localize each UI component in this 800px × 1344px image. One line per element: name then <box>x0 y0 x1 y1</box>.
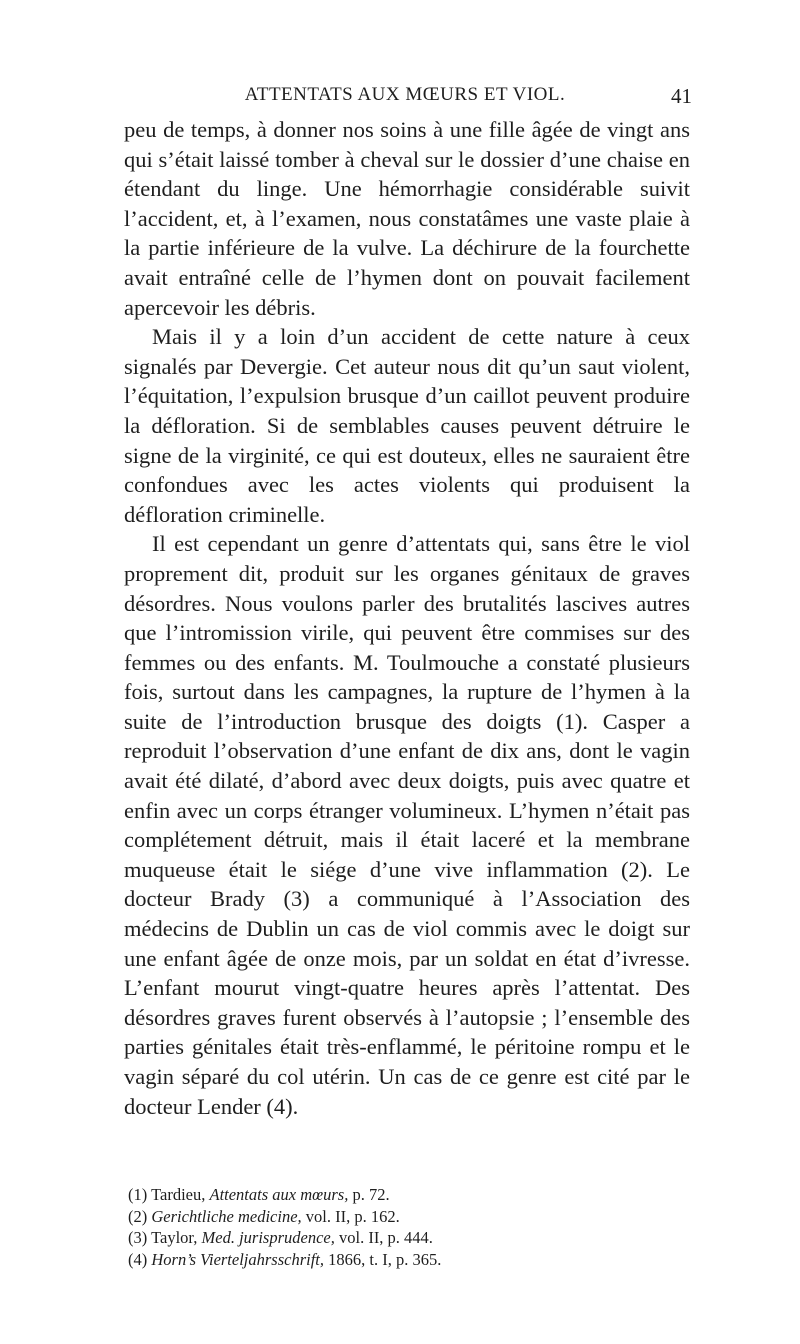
footnote-source: Attentats aux mœurs, <box>209 1185 349 1204</box>
footnotes <box>124 1184 690 1270</box>
footnote-number: (4) <box>128 1249 148 1269</box>
footnote-2 <box>124 1206 690 1228</box>
page-number: 41 <box>671 84 692 108</box>
footnote-author: Taylor, <box>151 1228 198 1247</box>
footnote-ref: 1866, t. I, p. 365. <box>328 1249 442 1269</box>
footnote-author: Tardieu, <box>151 1185 206 1204</box>
footnote-number: (1) <box>128 1185 148 1204</box>
footnote-number: (3) <box>128 1228 148 1247</box>
footnote-source: Gerichtliche medicine, <box>151 1206 302 1226</box>
page-header <box>116 84 694 114</box>
footnote-source: Horn’s Vierteljahrsschrift, <box>151 1249 325 1269</box>
footnote-4 <box>124 1249 690 1271</box>
footnote-3 <box>124 1227 690 1249</box>
paragraph-attentats: Il est cependant un genre d’attentats qui, sans être le viol proprement dit, produit sur les organes génitaux de graves désordres. Nous voulons parler des brutalités lascives autres que l’intromission virile, qui peuvent être commises sur des femmes ou des enfants. M. Toulmouche a constaté plusieurs fois, surtout dans les campagnes, la rupture de l’hymen à la suite de l’introduction brusque des doigts (1). Casper a reproduit l’observation d’une enfant de dix ans, dont le vagin avait été dilaté, d’abord avec deux doigts, puis avec quatre et enfin avec un corps étranger volumineux. L’hymen n’était pas complétement détruit, mais il était laceré et la membrane muqueuse était le siége d’une vive inflammation (2). Le docteur Brady (3) a communiqué à l’Association des médecins de Dublin un cas de viol commis avec le doigt sur une enfant âgée de onze mois, par un soldat en état d’ivresse. L’enfant mourut vingt-quatre heures après l’attentat. Des désordres graves furent observés à l’autopsie ; l’ensemble des parties génitales était très-enflammé, le péritoine rompu et le vagin séparé du col utérin. Un cas de ce genre est cité par le docteur Lender (4). <box>124 531 690 1119</box>
footnote-ref: vol. II, p. 444. <box>338 1228 433 1247</box>
footnote-ref: p. 72. <box>352 1185 390 1204</box>
footnote-ref: vol. II, p. 162. <box>305 1206 400 1226</box>
footnote-number: (2) <box>128 1206 148 1226</box>
footnote-source: Med. jurisprudence, <box>201 1228 335 1247</box>
paragraph-continuation: peu de temps, à donner nos soins à une fille âgée de vingt ans qui s’était laissé tomber à cheval sur le dossier d’une chaise en étendant du linge. Une hémorrhagie considérable suivit l’accident, et, à l’examen, nous constatâmes une vaste plaie à la partie inférieure de la vulve. La déchirure de la fourchette avait entraîné celle de l’hymen dont on pouvait facilement apercevoir les débris. <box>124 117 690 320</box>
footnote-1 <box>124 1184 690 1206</box>
body-text <box>124 115 690 1121</box>
paragraph-devergie: Mais il y a loin d’un accident de cette nature à ceux signalés par Devergie. Cet auteur nous dit qu’un saut violent, l’équitation, l’expulsion brusque d’un caillot peuvent produire la défloration. Si de semblables causes peuvent détruire le signe de la virginité, ce qui est douteux, elles ne sauraient être confondues avec les actes violents qui produisent la défloration criminelle. <box>124 324 690 527</box>
running-title: ATTENTATS AUX MŒURS ET VIOL. <box>244 84 566 105</box>
